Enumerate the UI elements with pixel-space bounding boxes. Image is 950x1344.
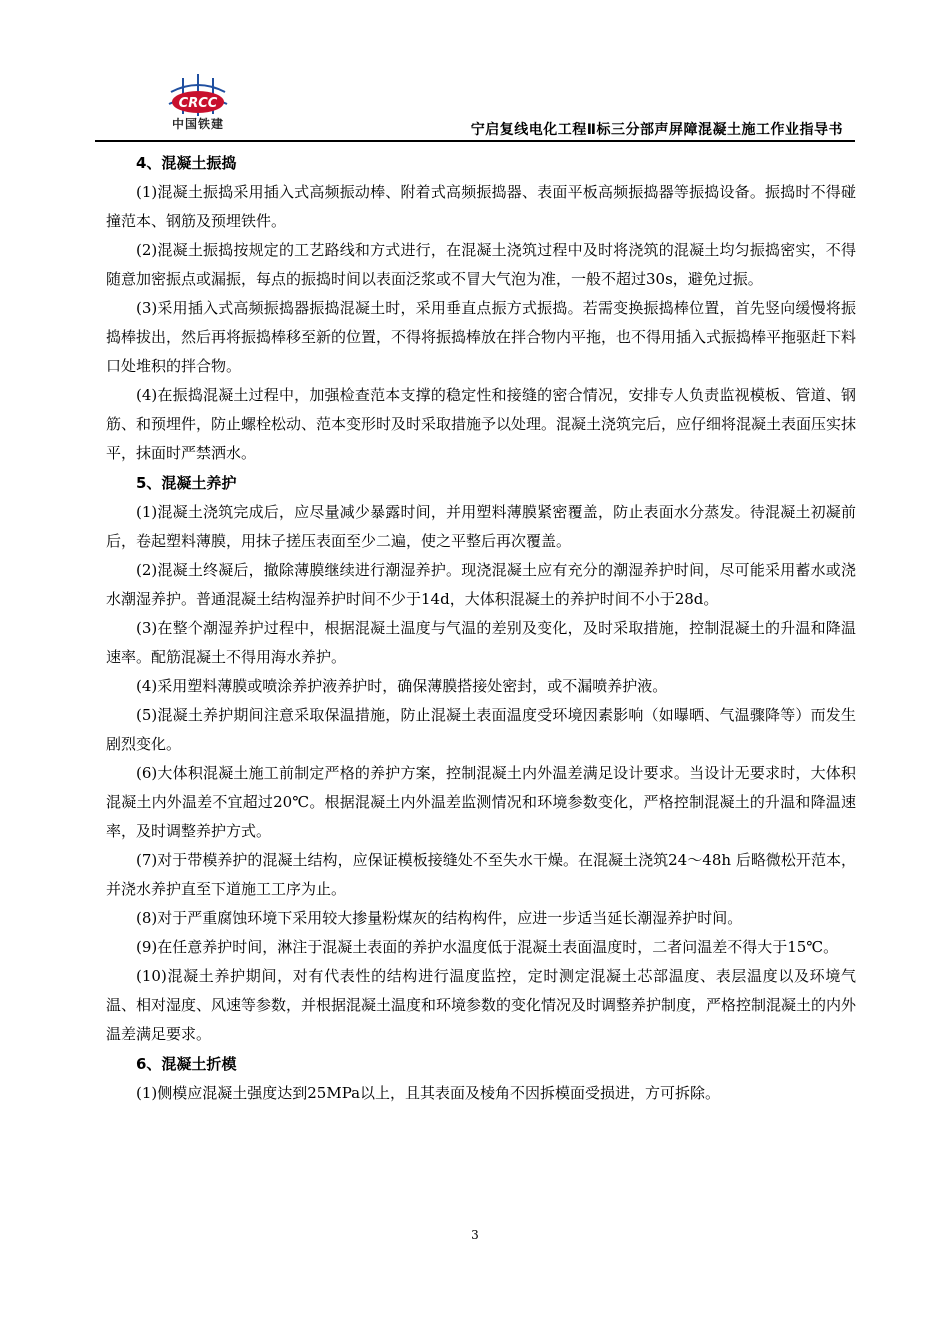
paragraph: (3)采用插入式高频振捣器振捣混凝土时，采用垂直点振方式振捣。若需变换振捣棒位置，首先竖向缓慢将振捣棒拔出，然后再将振捣棒移至新的位置，不得将振捣棒放在拌合物内平拖，也不得用插入式振捣棒平拖驱赶下料口处堆积的拌合物。 (106, 299, 857, 375)
paragraph: (9)在任意养护时间，淋注于混凝土表面的养护水温度低于混凝土表面温度时，二者问温差不得大于15℃。 (136, 938, 839, 956)
paragraph: (8)对于严重腐蚀环境下采用较大掺量粉煤灰的结构构件，应进一步适当延长潮湿养护时间。 (136, 909, 743, 927)
logo-lettering: CRCC (178, 96, 218, 111)
section-heading: 5、混凝土养护 (136, 474, 237, 492)
header-divider (95, 140, 855, 142)
paragraph: (5)混凝土养护期间注意采取保温措施，防止混凝土表面温度受环境因素影响（如曝晒、气温骤降等）而发生剧烈变化。 (106, 706, 856, 753)
document-title: 宁启复线电化工程Ⅱ标三分部声屏障混凝土施工作业指导书 (470, 122, 843, 138)
paragraph: (3)在整个潮湿养护过程中，根据混凝土温度与气温的差别及变化，及时采取措施，控制混凝土的升温和降温速率。配筋混凝土不得用海水养护。 (106, 619, 856, 666)
paragraph: (4)采用塑料薄膜或喷涂养护液养护时，确保薄膜搭接处密封，或不漏喷养护液。 (136, 677, 668, 695)
paragraph: (2)混凝土终凝后，撤除薄膜继续进行潮湿养护。现浇混凝土应有充分的潮湿养护时间，尽可能采用蓄水或浇水潮湿养护。普通混凝土结构湿养护时间不少于14d，大体积混凝土的养护时间不小于28d。 (106, 561, 856, 608)
section-heading: 6、混凝土折模 (136, 1055, 237, 1073)
paragraph: (10)混凝土养护期间，对有代表性的结构进行温度监控，定时测定混凝土芯部温度、表层温度以及环境气温、相对湿度、风速等参数，并根据混凝土温度和环境参数的变化情况及时调整养护制度，严格控制混凝土的内外温差满足要求。 (106, 967, 857, 1043)
paragraph: (1)侧模应混凝土强度达到25MPa以上，且其表面及棱角不因拆模面受损进，方可拆除。 (136, 1084, 721, 1102)
document-body (106, 148, 856, 1108)
section-heading: 4、混凝土振捣 (136, 154, 237, 172)
paragraph: (1)混凝土浇筑完成后，应尽量减少暴露时间，并用塑料薄膜紧密覆盖，防止表面水分蒸发。待混凝土初凝前后，卷起塑料薄膜，用抹子搓压表面至少二遍，使之平整后再次覆盖。 (106, 503, 856, 550)
paragraph: (2)混凝土振捣按规定的工艺路线和方式进行，在混凝土浇筑过程中及时将浇筑的混凝土均匀振捣密实，不得随意加密振点或漏振，每点的振捣时间以表面泛浆或不冒大气泡为准，一般不超过30s，避免过振。 (106, 241, 856, 288)
paragraph: (4)在振捣混凝土过程中，加强检查范本支撑的稳定性和接缝的密合情况，安排专人负责监视模板、管道、钢筋、和预埋件，防止螺栓松动、范本变形时及时采取措施予以处理。混凝土浇筑完后，应仔细将混凝土表面压实抹平，抹面时严禁洒水。 (106, 386, 857, 462)
section-curing (106, 468, 856, 1049)
page-number: 3 (471, 1228, 479, 1242)
paragraph: (6)大体积混凝土施工前制定严格的养护方案，控制混凝土内外温差满足设计要求。当设计无要求时，大体积混凝土内外温差不宜超过20℃。根据混凝土内外温差监测情况和环境参数变化，严格控制混凝土的升温和降温速率，及时调整养护方式。 (106, 764, 856, 840)
paragraph: (7)对于带模养护的混凝土结构，应保证模板接缝处不至失水干燥。在混凝土浇筑24～48h 后略微松开范本，并浇水养护直至下道施工工序为止。 (106, 851, 856, 898)
section-vibration (106, 148, 856, 468)
company-name: 中国铁建 (171, 117, 224, 131)
section-formwork-removal (106, 1049, 856, 1108)
page-header (95, 58, 855, 142)
paragraph: (1)混凝土振捣采用插入式高频振动棒、附着式高频振捣器、表面平板高频振捣器等振捣设备。振捣时不得碰撞范本、钢筋及预埋铁件。 (106, 183, 856, 230)
